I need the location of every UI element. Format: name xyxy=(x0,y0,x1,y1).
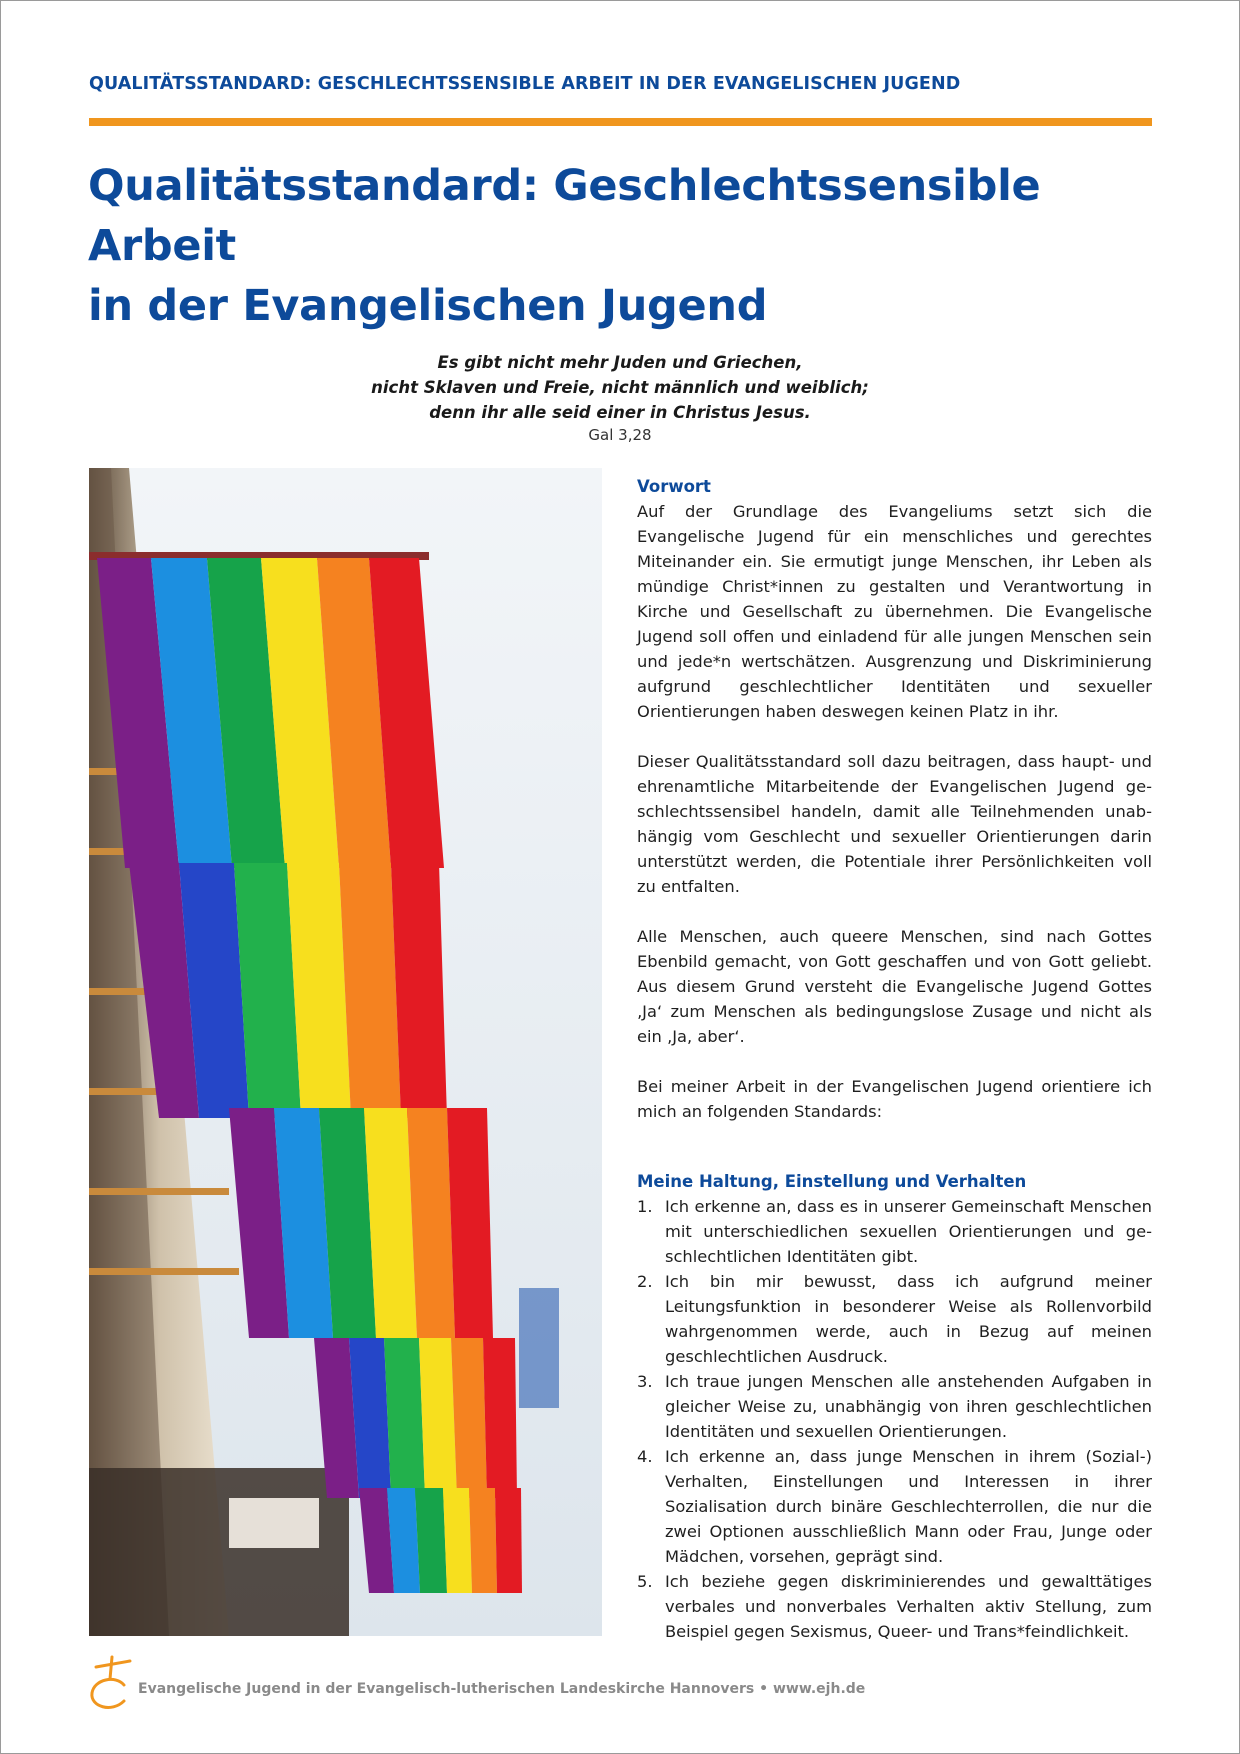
quote-line: Es gibt nicht mehr Juden und Griechen, xyxy=(437,353,803,372)
rainbow-flags-photo xyxy=(89,468,602,1636)
page-title-line-2: in der Evangelischen Jugend xyxy=(88,281,768,331)
running-header: QUALITÄTSSTANDARD: GESCHLECHTSSENSIBLE ARBEIT IN DER EVANGELISCHEN JUGEND xyxy=(89,74,961,94)
vorwort-paragraph: Dieser Qualitätsstandard soll dazu beitragen, dass haupt- und ehrenamtliche Mitarbeitende der Evangelischen Jugend geschlechtssensibel handeln, damit alle Teilnehmenden unabhängig vom Geschlecht und sexueller Orientierungen darin unterstützt werden, die Potentiale ihrer Persönlichkeiten voll zu entfalten. xyxy=(637,752,1152,896)
header-rule xyxy=(89,118,1152,126)
list-number: 3. xyxy=(637,1372,653,1391)
flag-5 xyxy=(359,1488,522,1593)
list-text: Ich traue jungen Menschen alle anstehenden Aufgaben in gleicher Weise zu, unabhängig von ihren geschlechtlichen Identitäten und sexuellen Orientierungen. xyxy=(665,1372,1152,1441)
list-text: Ich erkenne an, dass junge Menschen in ihrem (Sozial-) Verhalten, Einstellungen und Interessen in ihrer Sozialisation durch binäre Geschlechterrollen, die nur die zwei Optionen ausschließlich Mann oder Frau, Junge oder Mädchen, vorsehen, geprägt sind. xyxy=(665,1447,1152,1566)
page-title-line-1: Qualitätsstandard: Geschlechtssensible Arbeit xyxy=(88,161,1041,271)
footer-text: Evangelische Jugend in der Evangelisch-lutherischen Landeskirche Hannovers • www.ejh.de xyxy=(138,1681,866,1697)
list-item xyxy=(637,1569,1152,1644)
vorwort-paragraph: Bei meiner Arbeit in der Evangelischen Jugend orientiere ich mich an folgenden Standards: xyxy=(637,1077,1152,1121)
quote-line: denn ihr alle seid einer in Christus Jesus. xyxy=(429,403,811,422)
list-number: 4. xyxy=(637,1447,653,1466)
list-item xyxy=(637,1194,1152,1269)
list-text: Ich bin mir bewusst, dass ich aufgrund meiner Leitungsfunktion in besonderer Weise als Rollenvorbild wahrgenommen werde, auch in Bezug auf meinen geschlechtlichen Ausdruck. xyxy=(665,1272,1152,1366)
standards-list xyxy=(637,1194,1152,1644)
quote-reference: Gal 3,28 xyxy=(588,426,652,444)
section-heading-vorwort: Vorwort xyxy=(637,477,711,496)
list-text: Ich erkenne an, dass es in unserer Gemeinschaft Menschen mit unterschiedlichen sexuellen Orientierungen und geschlechtlichen Identitäten gibt. xyxy=(665,1197,1152,1266)
quote-line: nicht Sklaven und Freie, nicht männlich und weiblich; xyxy=(371,378,869,397)
list-item xyxy=(637,1269,1152,1369)
ejh-cross-logo-icon xyxy=(86,1655,136,1713)
main-text-column xyxy=(637,474,1152,1644)
section-heading-haltung: Meine Haltung, Einstellung und Verhalten xyxy=(637,1172,1027,1191)
flag-4 xyxy=(314,1338,517,1498)
page-title xyxy=(88,156,1168,336)
list-number: 2. xyxy=(637,1272,653,1291)
flag-2 xyxy=(129,863,447,1118)
vorwort-paragraph: Alle Menschen, auch queere Menschen, sind nach Gottes Ebenbild gemacht, von Gott geschaffen und von Gott geliebt. Aus diesem Grund versteht die Evangelische Jugend Gottes ‚Ja‘ zum Menschen als bedingungslose Zusage und nicht als ein ‚Ja, aber‘. xyxy=(637,927,1152,1046)
list-number: 5. xyxy=(637,1572,653,1591)
bible-quote xyxy=(320,350,920,425)
list-item xyxy=(637,1444,1152,1569)
flag-1 xyxy=(89,552,444,868)
list-item xyxy=(637,1369,1152,1444)
list-text: Ich beziehe gegen diskriminierendes und gewalttätiges verbales und nonverbales Verhalten aktiv Stellung, zum Beispiel gegen Sexismus, Queer- und Trans*feindlichkeit. xyxy=(665,1572,1152,1641)
list-number: 1. xyxy=(637,1197,653,1216)
flag-3 xyxy=(229,1108,493,1338)
vorwort-paragraph: Auf der Grundlage des Evangeliums setzt sich die Evangelische Jugend für ein menschliches und gerechtes Miteinander ein. Sie ermutigt junge Menschen, ihr Leben als mündige Christ*innen zu gestalten und Verantwortung in Kirche und Gesellschaft zu übernehmen. Die Evangelische Jugend soll offen und einladend für alle jungen Menschen sein und jede*n wertschätzen. Ausgrenzung und Diskriminierung aufgrund geschlechtlicher Identitäten und sexueller Orientierungen haben deswegen keinen Platz in ihr. xyxy=(637,502,1152,721)
